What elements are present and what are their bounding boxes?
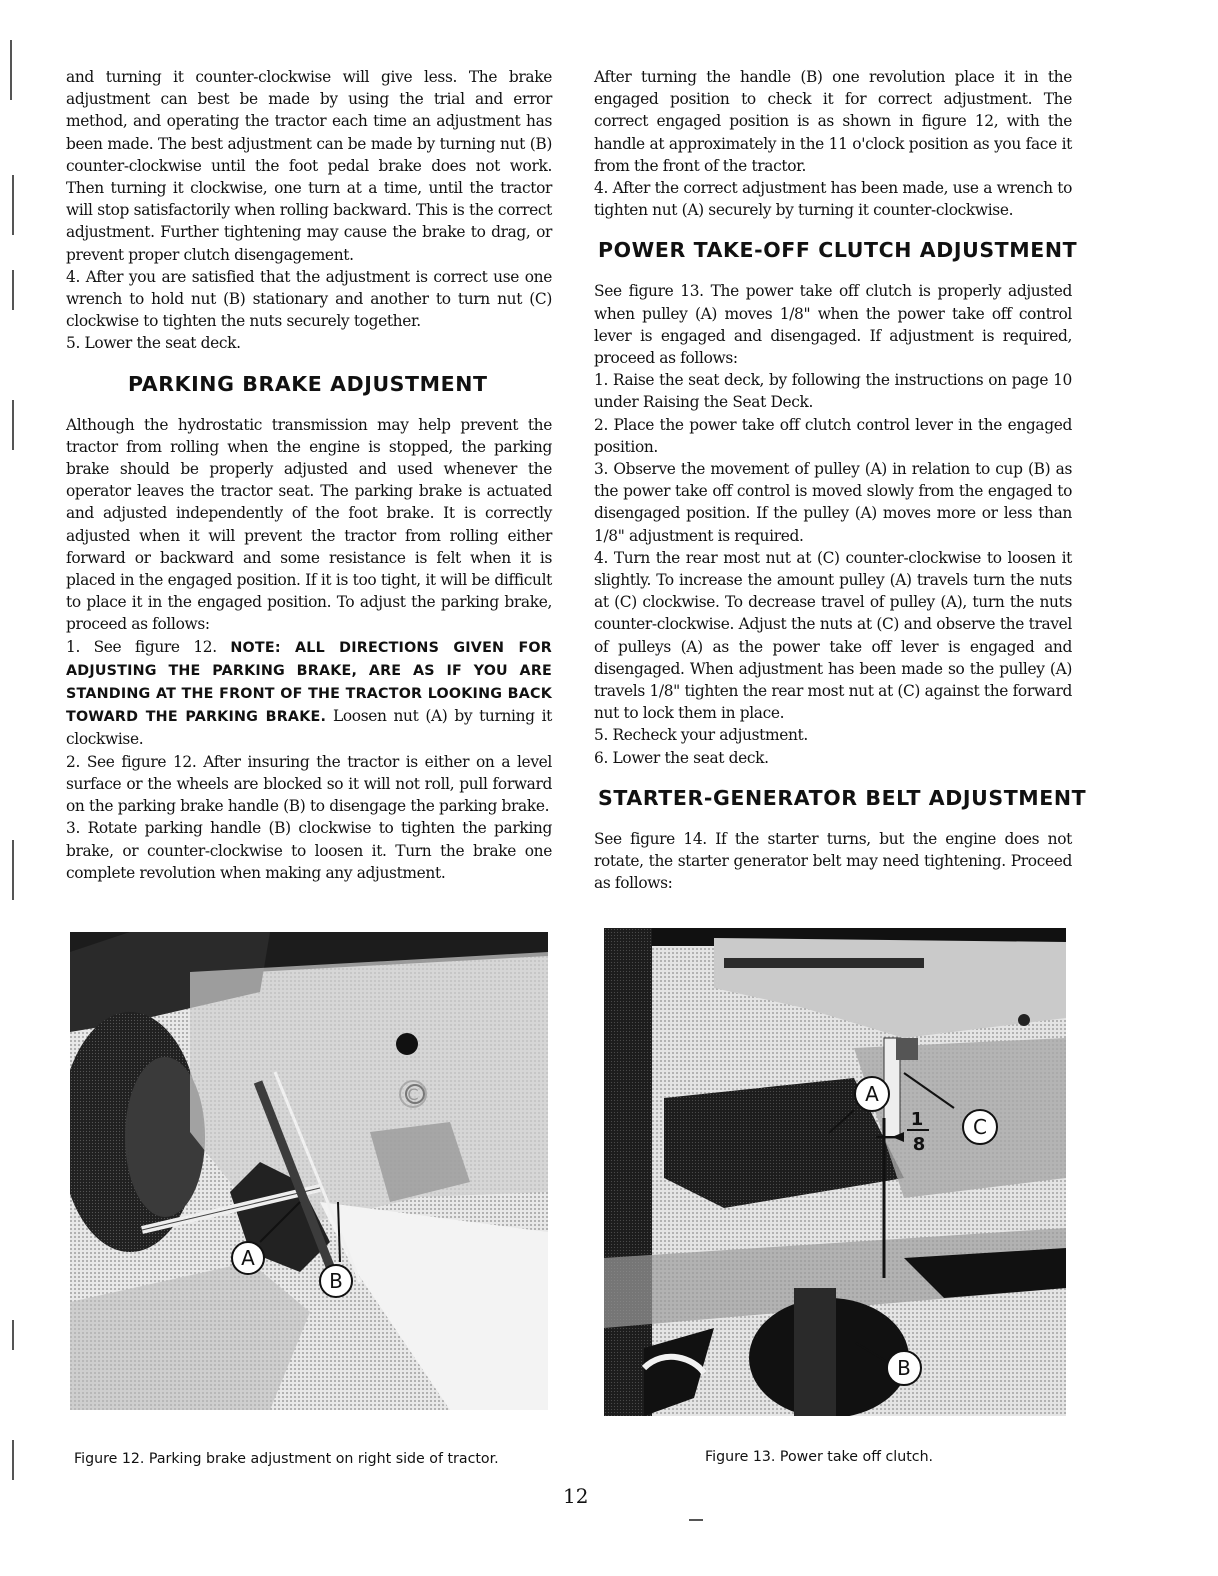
parking-step-1 (66, 636, 552, 751)
scan-mark (12, 1440, 14, 1480)
brake-step-4: 4. After you are satisfied that the adjustment is correct use one wrench to hold nut (B) stationary and another to turn nut (C) clockwise to tighten the nuts securely together. (66, 267, 552, 331)
pto-step-5: 5. Recheck your adjustment. (594, 726, 808, 745)
figure-12-illustration (70, 932, 548, 1410)
scan-mark (12, 1320, 14, 1350)
parking-step-1-lead: 1. See figure 12. (66, 637, 217, 656)
pto-step-1: 1. Raise the seat deck, by following the instructions on page 10 under Raising the Seat Deck. (594, 371, 1072, 412)
figure-12-label-c: C (407, 1085, 419, 1104)
figure-13-fraction-numerator: 1 (910, 1109, 924, 1130)
scan-mark (10, 40, 12, 100)
parking-step-1-tail: Loosen nut (A) by turning it clockwise. (66, 707, 552, 749)
figure-13-label-c: C (973, 1115, 987, 1139)
pto-step-2: 2. Place the power take off clutch control lever in the engaged position. (594, 415, 1072, 456)
brake-intro-paragraph: and turning it counter-clockwise will give less. The brake adjustment can best be made by using the trial and error method, and operating the tractor each time an adjustment has been made. The best adjustment can be made by turning nut (B) counter-clockwise until the foot pedal brake does not work. Then turning it clockwise, one turn at a time, until the tractor will stop satisfactorily when rolling backward. This is the correct adjustment. Further tightening may cause the brake to drag, or prevent proper clutch disengagement. (66, 68, 552, 264)
pto-clutch-heading: POWER TAKE-OFF CLUTCH ADJUSTMENT (598, 238, 1078, 263)
pto-step-3: 3. Observe the movement of pulley (A) in relation to cup (B) as the power take off control is moved slowly from the engaged to disengaged position. If the pulley (A) moves more or less than 1/8" adjustment is required. (594, 460, 1072, 545)
scan-mark (12, 175, 14, 235)
left-column (66, 66, 552, 884)
parking-step-2: 2. See figure 12. After insuring the tractor is either on a level surface or the wheels are blocked so it will not roll, pull forward on the parking brake handle (B) to disengage the parking brake. (66, 752, 552, 816)
figure-13-label-a: A (865, 1082, 879, 1106)
figure-13-caption: Figure 13. Power take off clutch. (705, 1449, 934, 1465)
brake-step-5: 5. Lower the seat deck. (66, 334, 241, 353)
figure-13-fraction-denominator: 8 (912, 1134, 926, 1155)
figure-13-photo (604, 928, 1066, 1416)
figure-12-photo (70, 932, 548, 1410)
figure-12-label-b: B (329, 1269, 343, 1293)
right-column (594, 66, 1087, 895)
handle-check-paragraph: After turning the handle (B) one revolution place it in the engaged position to check it for correct adjustment. The correct engaged position is as shown in figure 12, with the handle at approximately in the 11 o'clock position as you face it from the front of the tractor. (594, 68, 1072, 175)
starter-generator-heading: STARTER-GENERATOR BELT ADJUSTMENT (598, 785, 1087, 810)
parking-brake-intro: Although the hydrostatic transmission may help prevent the tractor from rolling when the engine is stopped, the parking brake should be properly adjusted and used whenever the operator leaves the tractor seat. The parking brake is actuated and adjusted independently of the foot brake. It is correctly adjusted when it will prevent the tractor from rolling either forward or backward and some resistance is felt when it is placed in the engaged position. If it is too tight, it will be difficult to place it in the engaged position. To adjust the parking brake, proceed as follows: (66, 415, 552, 634)
handle-step-4: 4. After the correct adjustment has been made, use a wrench to tighten nut (A) securely by turning it counter-clockwise. (594, 179, 1072, 220)
figure-13-illustration (604, 928, 1066, 1416)
parking-note: NOTE: ALL DIRECTIONS GIVEN FOR ADJUSTING THE PARKING BRAKE, ARE AS IF YOU ARE STANDING AT THE FRONT OF THE TRACTOR LOOKING BACK TOWARD THE PARKING BRAKE. (66, 639, 552, 726)
figure-12-caption: Figure 12. Parking brake adjustment on right side of tractor. (74, 1451, 499, 1467)
pto-step-6: 6. Lower the seat deck. (594, 748, 769, 767)
scan-mark (689, 1519, 703, 1521)
parking-step-3: 3. Rotate parking handle (B) clockwise to tighten the parking brake, or counter-clockwise to loosen it. Turn the brake one complete revolution when making any adjustment. (66, 819, 552, 882)
starter-intro: See figure 14. If the starter turns, but the engine does not rotate, the starter generator belt may need tightening. Proceed as follows: (594, 829, 1072, 893)
pto-intro: See figure 13. The power take off clutch is properly adjusted when pulley (A) moves 1/8" when the power take off control lever is engaged and disengaged. If adjustment is required, proceed as follows: (594, 282, 1072, 368)
scan-mark (12, 270, 14, 310)
figure-13-label-b: B (897, 1356, 911, 1380)
parking-brake-heading: PARKING BRAKE ADJUSTMENT (128, 371, 488, 396)
page-number: 12 (563, 1484, 589, 1508)
pto-step-4: 4. Turn the rear most nut at (C) counter-clockwise to loosen it slightly. To increase the amount pulley (A) travels turn the nuts at (C) clockwise. To decrease travel of pulley (A), turn the nuts counter-clockwise. Adjust the nuts at (C) and observe the travel of pulleys (A) as the power take off lever is engaged and disengaged. When adjustment has been made so the pulley (A) travels 1/8" tighten the rear most nut at (C) against the forward nut to lock them in place. (594, 548, 1072, 723)
scan-mark (12, 400, 14, 450)
figure-12-label-a: A (241, 1246, 255, 1270)
scan-mark (12, 840, 14, 900)
